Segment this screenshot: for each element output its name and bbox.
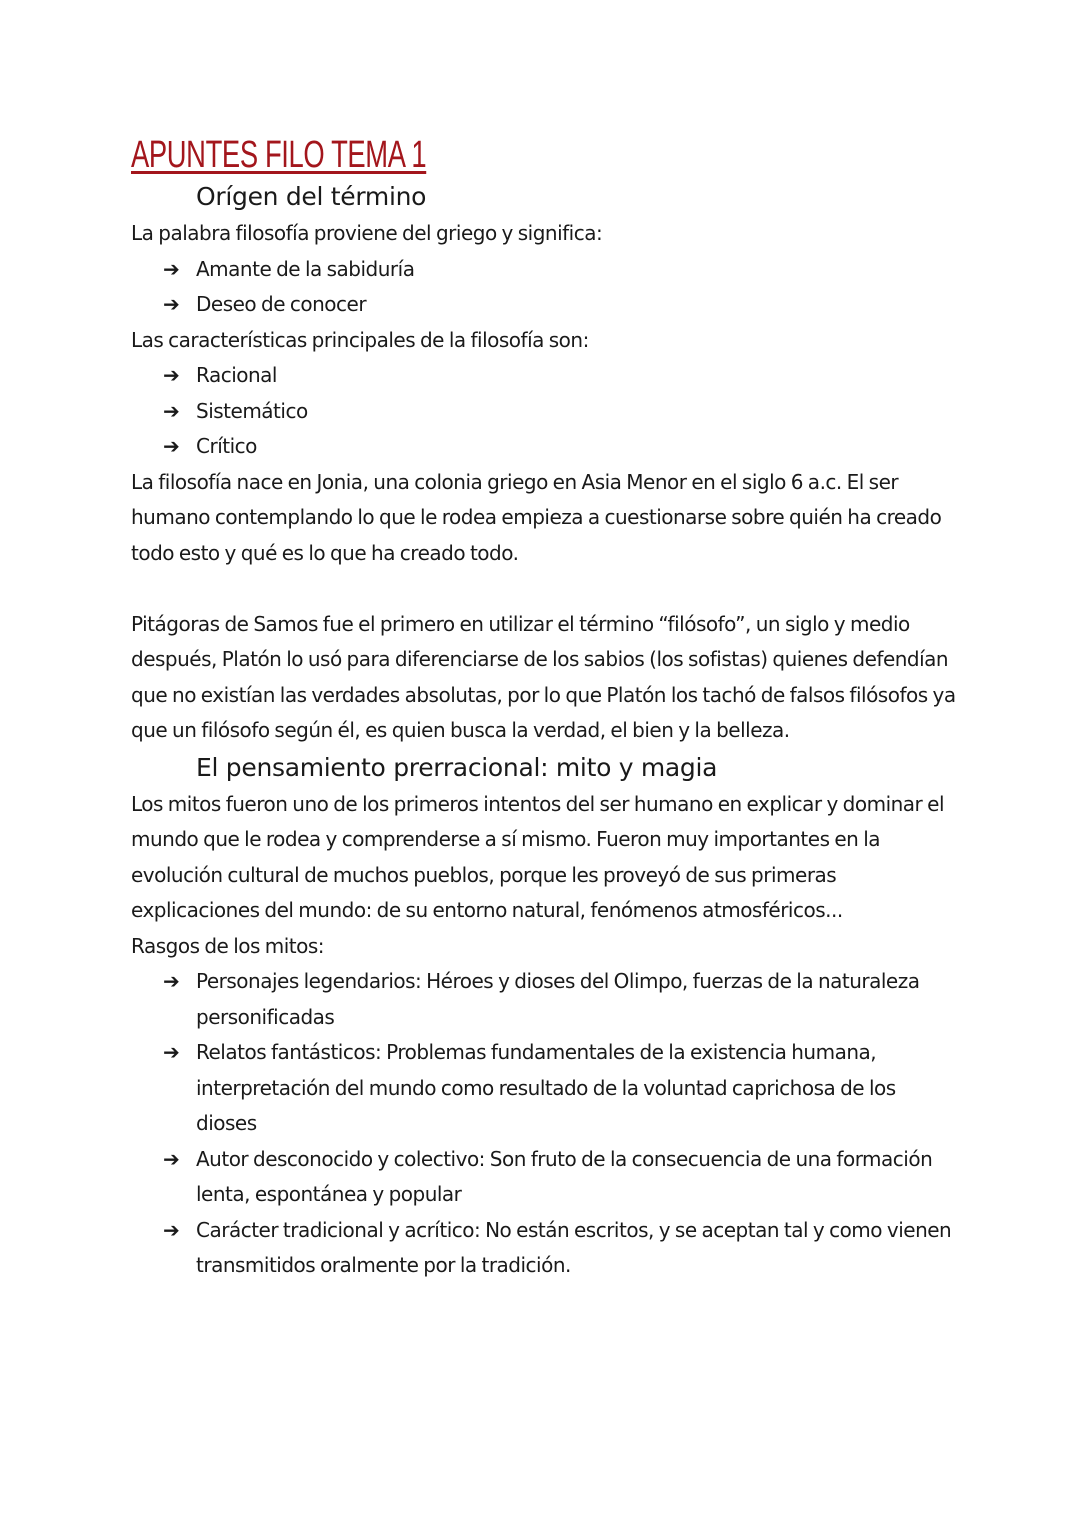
list-item: ➔ Carácter tradicional y acrítico: No están escritos, y se aceptan tal y como vienen transmitidos oralmente por la tradición. xyxy=(131,1213,961,1284)
arrow-right-icon: ➔ xyxy=(163,363,180,387)
list-item: ➔ Relatos fantásticos: Problemas fundamentales de la existencia humana, interpretación del mundo como resultado de la voluntad caprichosa de los dioses xyxy=(131,1035,961,1142)
arrow-right-icon: ➔ xyxy=(163,434,180,458)
section-heading-origen: Orígen del término xyxy=(196,182,427,211)
arrow-right-icon: ➔ xyxy=(163,969,180,993)
arrow-right-icon: ➔ xyxy=(163,256,180,281)
caracteristicas-list xyxy=(131,358,961,465)
paragraph-pitagoras: Pitágoras de Samos fue el primero en utilizar el término “filósofo”, un siglo y medio después, Platón lo usó para diferenciarse de los sabios (los sofistas) quienes defendían que no existían las verdades absolutas, por lo que Platón los tachó de falsos filósofos ya que un filósofo según él, es quien busca la verdad, el bien y la belleza. xyxy=(131,611,956,742)
paragraph-mitos: Los mitos fueron uno de los primeros intentos del ser humano en explicar y dominar el mundo que le rodea y comprenderse a sí mismo. Fueron muy importantes en la evolución cultural de muchos pueblos, porque les proveyó de sus primeras explicaciones del mundo: de su entorno natural, fenómenos atmosféricos... xyxy=(131,791,944,922)
arrow-right-icon: ➔ xyxy=(163,1217,180,1242)
rasgos-list xyxy=(131,964,961,1284)
list-item: ➔ Crítico xyxy=(131,429,961,465)
list-item: ➔ Deseo de conocer xyxy=(131,287,961,323)
list-item: ➔ Amante de la sabiduría xyxy=(131,252,961,288)
document-page xyxy=(131,132,961,1284)
section-heading-pensamiento: El pensamiento prerracional: mito y magia xyxy=(196,752,718,782)
intro-caracteristicas: Las características principales de la filosofía son: xyxy=(131,327,589,352)
intro-significado: La palabra filosofía proviene del griego y significa: xyxy=(131,221,603,245)
arrow-right-icon: ➔ xyxy=(163,1146,180,1171)
document-title: APUNTES FILO TEMA 1 xyxy=(131,134,427,176)
paragraph-jonia: La filosofía nace en Jonia, una colonia griego en Asia Menor en el siglo 6 a.c. El ser humano contemplando lo que le rodea empieza a cuestionarse sobre quién ha creado todo esto y qué es lo que ha creado todo. xyxy=(131,469,942,565)
list-item: ➔ Personajes legendarios: Héroes y dioses del Olimpo, fuerzas de la naturaleza personificadas xyxy=(131,964,961,1035)
title-row xyxy=(131,132,961,178)
spacer xyxy=(131,571,961,607)
arrow-right-icon: ➔ xyxy=(163,1040,180,1064)
arrow-right-icon: ➔ xyxy=(163,398,180,423)
list-item: ➔ Autor desconocido y colectivo: Son fruto de la consecuencia de una formación lenta, espontánea y popular xyxy=(131,1142,961,1213)
list-item: ➔ Sistemático xyxy=(131,394,961,430)
intro-rasgos: Rasgos de los mitos: xyxy=(131,933,325,958)
significado-list xyxy=(131,252,961,323)
arrow-right-icon: ➔ xyxy=(163,292,180,316)
list-item: ➔ Racional xyxy=(131,358,961,394)
